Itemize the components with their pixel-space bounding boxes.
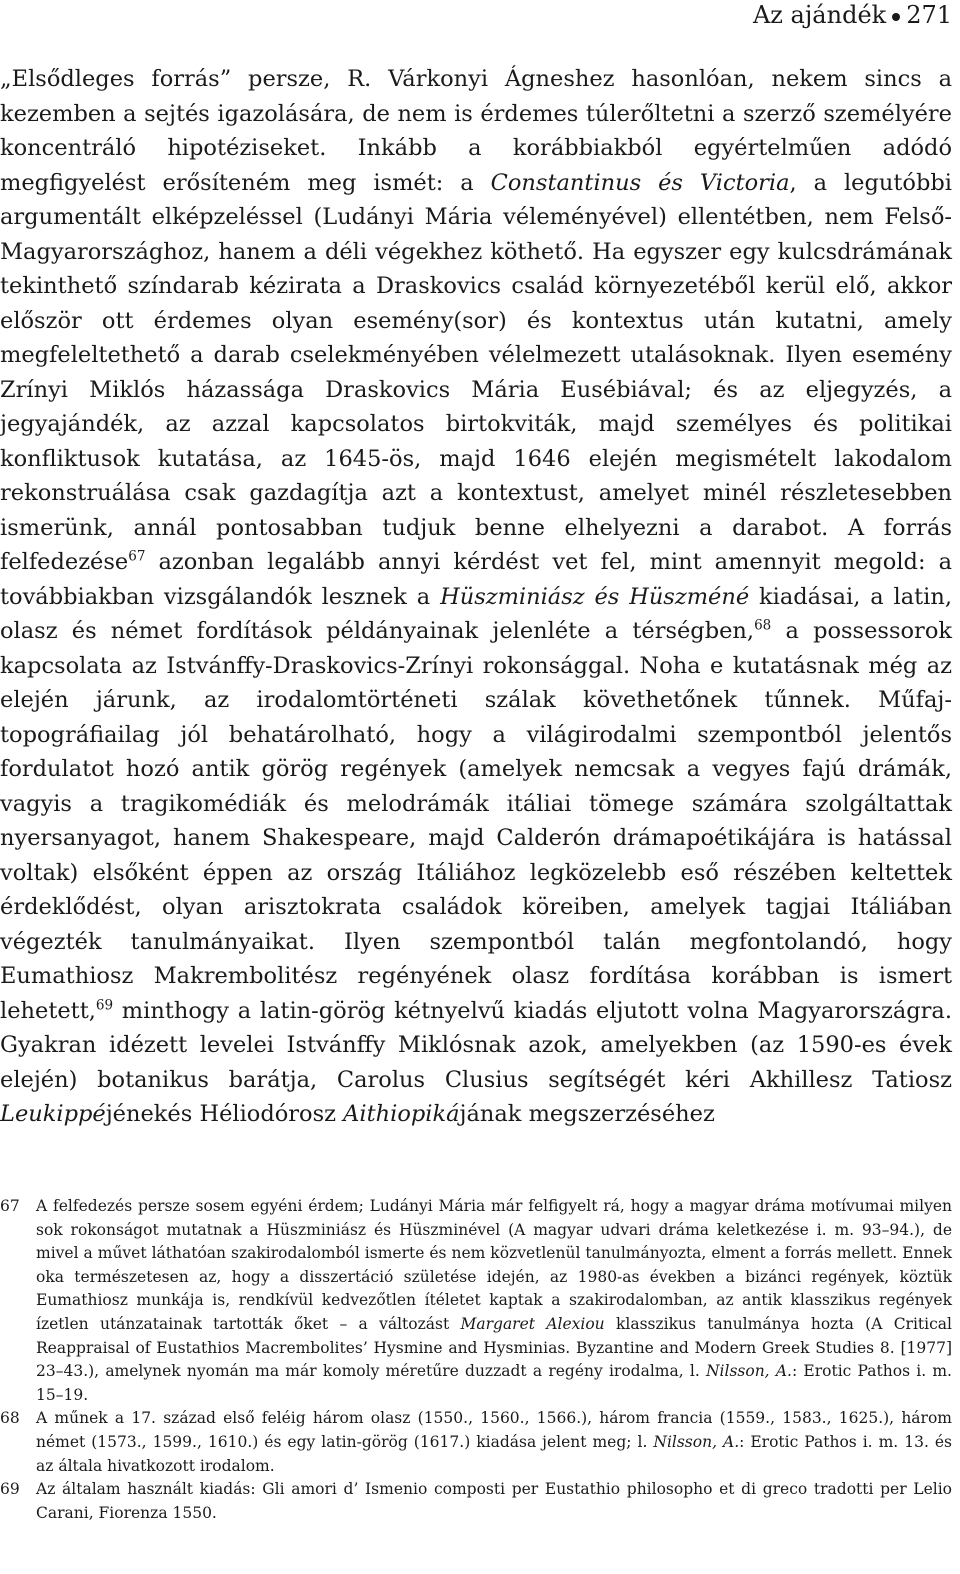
footnote-segment: : Erotic Pathos i. m. 13. és az általa hivatkozott irodalom. [36, 1432, 952, 1475]
footnote-segment: klasszikus tanulmánya hozta (A Critical Reappraisal of Eustathios Macrembolites’ Hysmine and Hysminias. Byzantine and Modern Greek Studies 8. [1977] 23–43.), amelynek nyomán ma már komoly méretűre duzzadt a regény irodalma, l. [36, 1314, 952, 1381]
text-segment: , a legutóbbi argumentált elképzeléssel (Ludányi Mária véleményével) ellentétben, nem Felső-Magyarországhoz, hanem a déli végekhez köthető. Ha egyszer egy kulcsdrámának tekinthető színdarab kézirata a Draskovics család környezetéből kerül elő, akkor először ott érdemes olyan esemény(sor) és kontextus után kutatni, amely megfeleltethető a darab cselekményében vélelmezett utalásoknak. Ilyen esemény Zrínyi Miklós házassága Draskovics Mária Eusébiával; és az eljegyzés, a jegyajándék, az azzal kapcsolatos birtokviták, majd személyes és politikai konfliktusok kutatása, az 1645-ös, majd 1646 elején megismételt lakodalom rekonstruálása csak gazdagítja azt a kontextust, amelyet minél részletesebben ismerünk, annál pontosabban tudjuk benne elhelyezni a darabot. A forrás felfedezése [0, 169, 952, 575]
running-head [753, 0, 952, 30]
bullet-separator-icon [892, 13, 900, 21]
main-text [0, 62, 952, 1132]
footnote-segment: Az általam használt kiadás: Gli amori d’ Ismenio composti per Eustathio philosopho et di greco tradotti per Lelio Carani, Fiorenza 1550. [36, 1480, 952, 1522]
footnote-text [36, 1407, 952, 1478]
italic-title: Leukippé [0, 1101, 106, 1127]
main-paragraph [0, 62, 952, 1132]
footnote-text [36, 1195, 952, 1407]
footnote-italic: Nilsson, A. [653, 1432, 740, 1451]
footnote-italic: Margaret Alexiou [460, 1314, 605, 1333]
footnote-segment: : Erotic Pathos i. m. 15–19. [36, 1362, 952, 1404]
footnote-69 [0, 1478, 952, 1525]
footnote-number: 69 [0, 1480, 20, 1499]
text-segment: „Elsődleges forrás” persze, R. Várkonyi Ágneshez hasonlóan, nekem sincs a kezemben a sejtés igazolására, de nem is érdemes túlerőltetni a szerző személyére koncentráló hipotéziseket. Inkább a korábbiakból egyértelműen adódó megfigyelést erősíteném meg ismét: a [0, 66, 952, 196]
text-segment: jénekés Héliodórosz [105, 1101, 344, 1127]
text-segment: minthogy a latin-görög kétnyelvű kiadás eljutott volna Magyarországra. Gyakran idézett levelei Istvánffy Miklósnak azok, amelyekben (az 1590-es évek elején) botanikus barátja, Carolus Clusius segítségét kéri Akhillesz Tatiosz [0, 997, 952, 1093]
footnote-text [36, 1478, 952, 1525]
footnotes [0, 1195, 952, 1525]
footnote-ref-67[interactable]: 67 [128, 548, 146, 565]
footnote-ref-69[interactable]: 69 [95, 997, 114, 1013]
footnote-italic: Nilsson, A. [705, 1362, 792, 1381]
footnote-segment: A felfedezés persze sosem egyéni érdem; Ludányi Mária már felfigyelt rá, hogy a magyar dráma motívumai milyen sok rokonságot mutatnak a Hüszminiász és Hüszminével (A magyar udvari dráma keletkezése i. m. 93–94.), de mivel a művet láthatóan szakirodalomból ismerte és nem közvetlenül tanulmányozta, elment a forrás mellett. Ennek oka természetesen az, hogy a disszertáció születése idején, az 1980-as években a bizánci regények, köztük Eumathiosz munkája is, rendkívül kedvezőtlen ítéletet kaptak a szakirodalomban, az antik klasszikus regények ízetlen utánzatainak tartották őket – a változást [36, 1197, 952, 1333]
footnote-ref-68[interactable]: 68 [754, 617, 772, 634]
text-segment: a possessorok kapcsolata az Istvánffy-Draskovics-Zrínyi rokonsággal. Noha e kutatásnak még az elején járunk, az irodalomtörténeti szálak követhetőnek tűnnek. Műfaj-topográfiailag jól behatárolható, hogy a világirodalmi szempontból jelentős fordulatot hozó antik görög regények (amelyek nemcsak a vegyes fajú drámák, vagyis a tragikomédiák és melodrámák itáliai tömege számára szolgáltattak nyersanyagot, hanem Shakespeare, majd Calderón drámapoétikájára is hatással voltak) elsőként éppen az ország Itáliához legközelebb eső részében keltettek érdeklődést, olyan arisztokrata családok köreiben, amelyek tagjai Itáliában végezték tanulmányaikat. Ilyen szempontból talán megfontolandó, hogy Eumathiosz Makrembolitész regényének olasz fordítása korábban is ismert lehetett, [0, 618, 952, 1024]
text-segment: jának megszerzéséhez [459, 1101, 715, 1127]
running-head-title: Az ajándék [752, 1, 887, 29]
footnote-67 [0, 1195, 952, 1407]
footnote-number: 68 [0, 1409, 20, 1428]
text-segment: azonban legalább annyi kérdést vet fel, mint amennyit megold: a továbbiakban vizsgálandók lesznek a [0, 549, 952, 610]
footnote-number: 67 [0, 1197, 20, 1215]
text-segment: kiadásai, a latin, olasz és német fordítások példányainak jelenléte a térségben, [0, 583, 953, 644]
italic-title: Aithiopiká [343, 1101, 460, 1127]
footnote-segment: A műnek a 17. század első feléig három olasz (1550., 1560., 1566.), három francia (1559., 1583., 1625.), három német (1573., 1599., 1610.) és egy latin-görög (1617.) kiadása jelent meg; l. [36, 1409, 952, 1451]
footnote-68 [0, 1407, 952, 1478]
page-number: 271 [906, 1, 952, 29]
italic-title: Constantinus és Victoria [490, 169, 790, 196]
italic-title: Hüszminiász és Hüszméné [440, 583, 750, 610]
